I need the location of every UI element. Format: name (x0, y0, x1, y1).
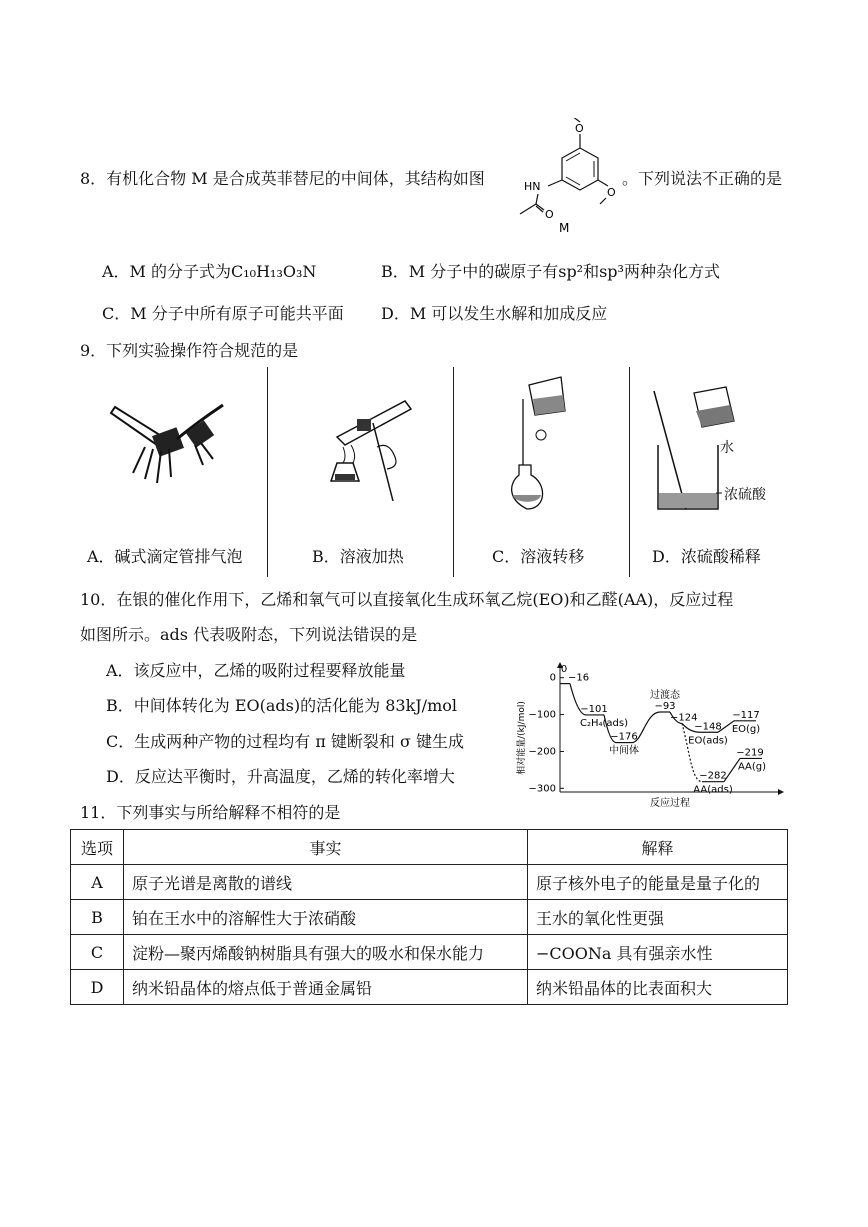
q10-option-d: D．反应达平衡时，升高温度，乙烯的转化率增大 (106, 767, 455, 786)
row-explanation: 纳米铅晶体的比表面积大 (528, 970, 788, 1005)
value-label: −101 (580, 703, 608, 715)
molecule-m-structure (514, 118, 624, 238)
divider (629, 367, 630, 577)
energy-profile-chart (510, 660, 790, 815)
state-label: 过渡态 (650, 689, 680, 701)
q8-option-c: C．M 分子中所有原子可能共平面 (102, 304, 344, 323)
row-fact: 淀粉—聚丙烯酸钠树脂具有强大的吸水和保水能力 (124, 935, 528, 970)
state-label: EO(g) (731, 723, 761, 735)
value-label: −16 (568, 672, 590, 684)
state-label: 中间体 (609, 745, 639, 757)
row-fact: 纳米铅晶体的熔点低于普通金属铅 (124, 970, 528, 1005)
oxygen-label-carbonyl: O (545, 208, 554, 221)
value-label: −117 (732, 709, 760, 721)
value-label: −176 (610, 731, 638, 743)
oxygen-label-top: O (575, 122, 584, 135)
header-fact: 事实 (124, 830, 528, 865)
row-explanation: −COONa 具有强亲水性 (528, 935, 788, 970)
value-label: −148 (694, 721, 722, 733)
q9-caption-a: A．碱式滴定管排气泡 (87, 547, 243, 566)
q10-option-b: B．中间体转化为 EO(ads)的活化能为 83kJ/mol (106, 696, 457, 715)
water-label: 水 (720, 440, 734, 456)
q8-option-b: B．M 分子中的碳原子有sp²和sp³两种杂化方式 (381, 262, 720, 281)
value-label: −282 (699, 770, 727, 782)
table-row (71, 865, 788, 900)
table-row (71, 900, 788, 935)
molecule-label-m: M (559, 221, 570, 235)
state-label: EO(ads) (688, 735, 728, 747)
divider (267, 367, 268, 577)
oxygen-label-right: O (607, 186, 616, 199)
header-explanation: 解释 (528, 830, 788, 865)
row-explanation: 王水的氧化性更强 (528, 900, 788, 935)
state-label: AA(g) (737, 761, 767, 773)
y-axis-label: 相对能量/(kJ/mol) (517, 701, 527, 775)
q8-option-a: A．M 的分子式为C₁₀H₁₃O₃N (102, 262, 317, 281)
q11-stem: 11．下列事实与所给解释不相符的是 (80, 803, 341, 822)
burette-bubble-illustration (105, 395, 235, 495)
y-tick-label: −200 (528, 746, 556, 758)
row-option: C (71, 935, 124, 970)
q9-stem: 9．下列实验操作符合规范的是 (80, 341, 299, 360)
table-row (71, 970, 788, 1005)
table-row (71, 935, 788, 970)
value-label: −93 (654, 700, 676, 712)
y-tick-label: −300 (528, 783, 556, 795)
row-option: D (71, 970, 124, 1005)
y-tick-label: 0 (549, 672, 556, 684)
q11-table (70, 829, 788, 1005)
q10-stem-line1: 10．在银的催化作用下，乙烯和氧气可以直接氧化生成环氧乙烷(EO)和乙醛(AA)，反应过程 (80, 590, 734, 609)
value-label: 0 (560, 664, 568, 675)
row-fact: 原子光谱是离散的谱线 (124, 865, 528, 900)
q9-caption-c: C．溶液转移 (492, 547, 585, 566)
value-label: −219 (736, 747, 764, 759)
table-header-row (71, 830, 788, 865)
q8-stem-part1: 8．有机化合物 M 是合成英菲替尼的中间体，其结构如图 (80, 169, 485, 188)
state-label: C₂H₄(ads) (580, 717, 629, 729)
solution-heating-illustration (325, 397, 435, 507)
q8-option-d: D．M 可以发生水解和加成反应 (381, 304, 608, 323)
q10-option-a: A．该反应中，乙烯的吸附过程要释放能量 (106, 661, 406, 680)
q9-caption-b: B．溶液加热 (312, 547, 404, 566)
row-option: B (71, 900, 124, 935)
q10-option-c: C．生成两种产物的过程均有 π 键断裂和 σ 键生成 (106, 732, 465, 751)
acid-label: 浓硫酸 (724, 487, 766, 503)
solution-transfer-illustration (505, 375, 585, 515)
x-axis-label: 反应过程 (650, 798, 690, 809)
row-fact: 铂在王水中的溶解性大于浓硝酸 (124, 900, 528, 935)
value-label: −124 (670, 712, 698, 724)
row-explanation: 原子核外电子的能量是量子化的 (528, 865, 788, 900)
state-label: AA(ads) (693, 784, 733, 796)
q10-stem-line2: 如图所示。ads 代表吸附态，下列说法错误的是 (80, 625, 418, 644)
q9-caption-d: D．浓硫酸稀释 (652, 547, 761, 566)
x-axis-arrow (778, 789, 784, 795)
y-tick-label: −100 (528, 709, 556, 721)
divider (453, 367, 454, 577)
q8-stem-part2: 。下列说法不正确的是 (622, 169, 783, 188)
header-option: 选项 (71, 830, 124, 865)
hn-label: HN (524, 180, 541, 193)
row-option: A (71, 865, 124, 900)
